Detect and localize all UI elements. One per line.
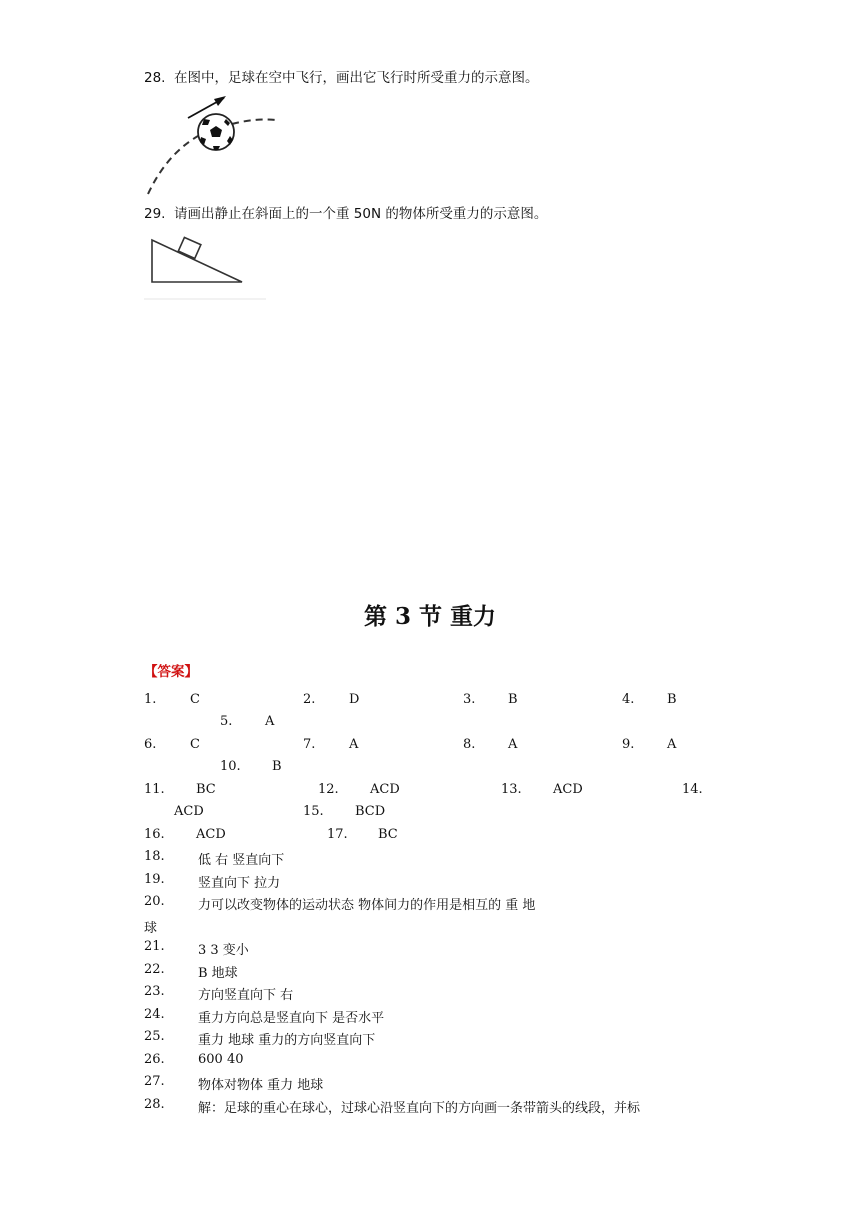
answer-value: BC [378,827,398,842]
answer-28: 28. [144,1097,165,1112]
answer-13: 13. [501,782,522,797]
answer-19: 19. [144,872,165,887]
answer-value: C [190,737,200,752]
answer-value: 低 右 竖直向下 [198,853,285,868]
answer-7: 7. [303,737,316,752]
answer-12: 12. [318,782,339,797]
answer-11: 11. [144,782,165,797]
answer-4: 4. [622,692,635,707]
answer-label: 【答案】 [144,664,198,680]
answer-value: BCD [355,804,386,819]
question-number: 29. [144,206,166,222]
answer-value: A [265,714,275,729]
section-title: 第 3 节 重力 [363,603,497,630]
answer-value: 重力 地球 重力的方向竖直向下 [198,1033,376,1048]
answer-value: 3 3 变小 [198,943,249,958]
answer-value: ACD [196,827,226,842]
answer-5: 5. [220,714,233,729]
answer-value: BC [196,782,216,797]
soccer-ball-figure [140,92,280,196]
answer-value: 物体对物体 重力 地球 [198,1078,324,1093]
answer-value: 方向竖直向下 右 [198,988,294,1003]
answer-value-continued: 球 [144,921,158,936]
answer-24: 24. [144,1007,165,1022]
answer-value: ACD [553,782,583,797]
question-number: 28. [144,70,166,86]
answer-value: A [508,737,518,752]
answer-2: 2. [303,692,316,707]
answer-value: A [349,737,359,752]
question-text: 在图中，足球在空中飞行，画出它飞行时所受重力的示意图。 [174,70,539,86]
answer-25: 25. [144,1029,165,1044]
answer-value: A [667,737,677,752]
answer-value: 重力方向总是竖直向下 是否水平 [198,1011,385,1026]
answer-value: B [667,692,677,707]
answer-27: 27. [144,1074,165,1089]
answer-26: 26. [144,1052,165,1067]
answer-10: 10. [220,759,241,774]
answer-14: 14. [682,782,703,797]
question-29 [144,202,547,222]
question-28 [144,66,539,86]
answer-value: B 地球 [198,966,238,981]
answer-value: 600 40 [198,1052,244,1067]
answer-15: 15. [303,804,324,819]
incline-figure [144,232,268,302]
answer-16: 16. [144,827,165,842]
answer-23: 23. [144,984,165,999]
answer-6: 6. [144,737,157,752]
answer-value: D [349,692,360,707]
answer-3: 3. [463,692,476,707]
answer-21: 21. [144,939,165,954]
answer-20: 20. [144,894,165,909]
answer-8: 8. [463,737,476,752]
answer-value: 力可以改变物体的运动状态 物体间力的作用是相互的 重 地 [198,898,536,913]
answer-value: C [190,692,200,707]
answer-9: 9. [622,737,635,752]
answer-value: 竖直向下 拉力 [198,876,281,891]
answer-value: 解：足球的重心在球心，过球心沿竖直向下的方向画一条带箭头的线段，并标 [198,1101,641,1116]
answer-17: 17. [327,827,348,842]
answer-value: B [508,692,518,707]
question-text: 请画出静止在斜面上的一个重 50N 的物体所受重力的示意图。 [174,206,548,222]
answer-22: 22. [144,962,165,977]
answer-value: B [272,759,282,774]
answer-1: 1. [144,692,157,707]
answer-value: ACD [370,782,400,797]
answer-18: 18. [144,849,165,864]
answer-value: ACD [174,804,204,819]
